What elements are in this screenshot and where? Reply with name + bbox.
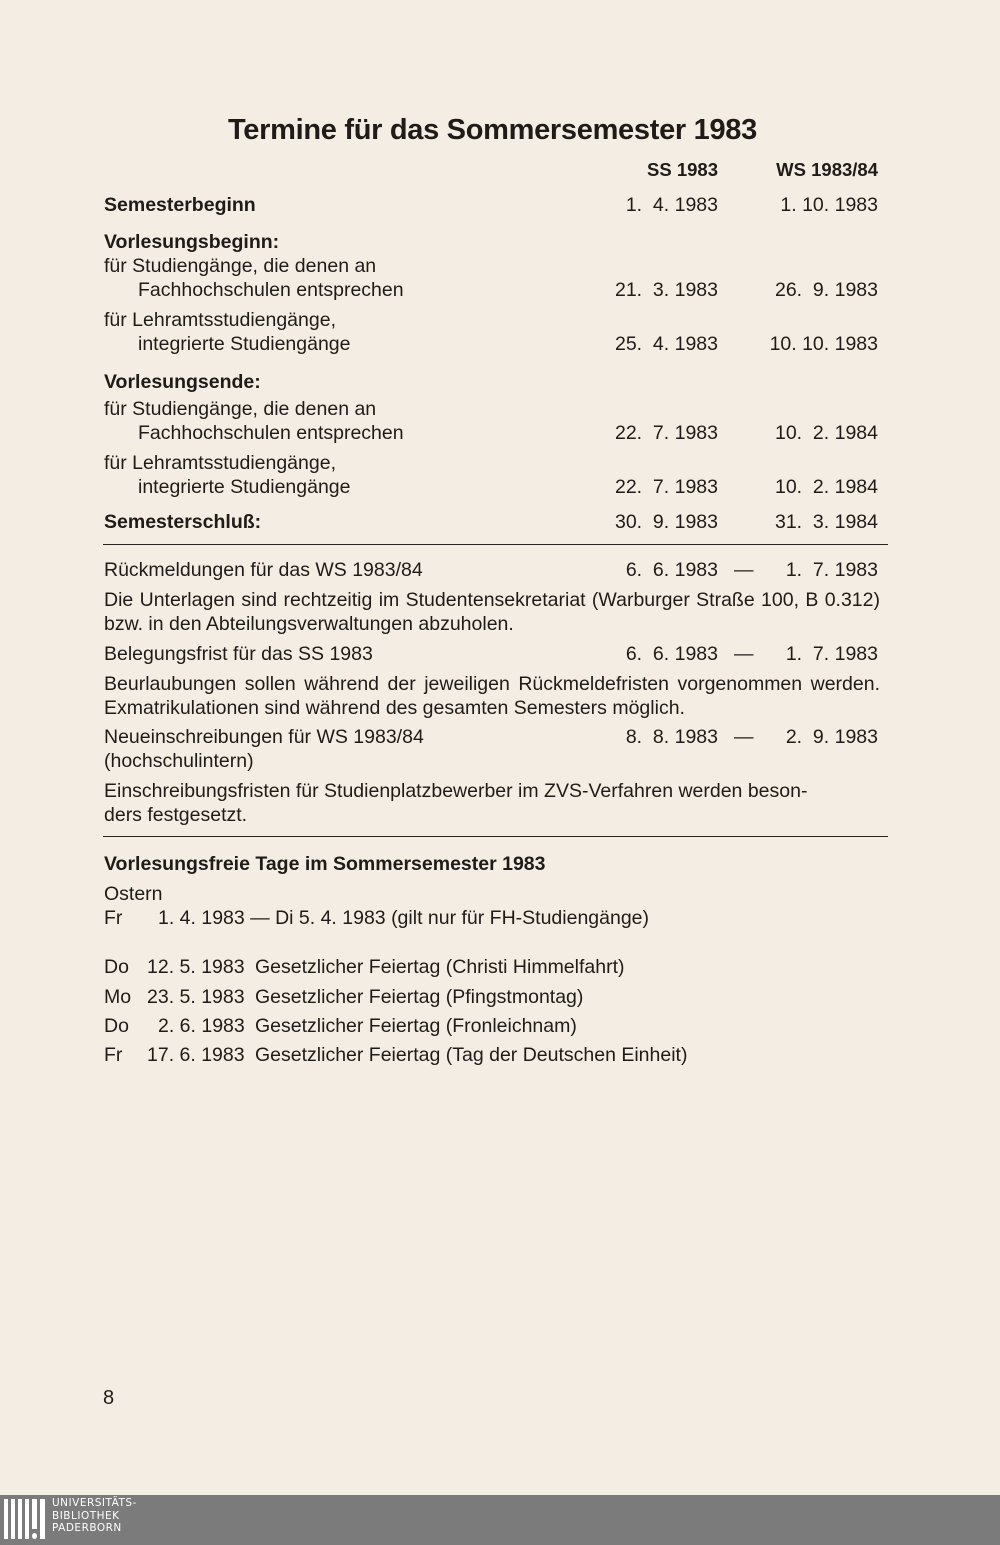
- semesterbeginn-label: Semesterbeginn: [104, 194, 256, 216]
- library-name-line3: PADERBORN: [52, 1522, 122, 1534]
- vorlesungsbeginn-fh-ws: 26. 9. 1983: [774, 279, 878, 301]
- neueinschreibungen-to: 2. 9. 1983: [785, 726, 878, 748]
- vorlesungsende-fh-ws: 10. 2. 1984: [774, 422, 878, 444]
- semesterschluss-ws: 31. 3. 1984: [774, 511, 878, 533]
- ostern-day: Fr: [104, 907, 123, 929]
- holiday-text: Gesetzlicher Feiertag (Fronleichnam): [255, 1015, 577, 1037]
- ostern-text: 1. 4. 1983 — Di 5. 4. 1983 (gilt nur für FH-Studiengänge): [158, 907, 650, 929]
- vorlesungsbeginn-la-ss: 25. 4. 1983: [614, 333, 718, 355]
- einschreibung-line2: ders festgesetzt.: [104, 804, 248, 826]
- holiday-date: 17. 6. 1983: [147, 1044, 245, 1066]
- holiday-day: Mo: [104, 986, 132, 1008]
- holiday-text: Gesetzlicher Feiertag (Christi Himmelfahrt): [255, 956, 625, 978]
- library-footer-bar: [0, 1495, 1000, 1545]
- holiday-text: Gesetzlicher Feiertag (Tag der Deutschen Einheit): [255, 1044, 688, 1066]
- beurlaubungen-paragraph: Beurlaubungen sollen während der jeweiligen Rückmeldefristen vorgenommen werden. Exmatrikulationen sind während des gesamten Semesters möglich.: [104, 673, 880, 719]
- holiday-day: Do: [104, 956, 129, 978]
- holiday-day: Do: [104, 1015, 129, 1037]
- vorlesungsende-fh-ss: 22. 7. 1983: [614, 422, 718, 444]
- library-name: [52, 1497, 137, 1535]
- vorlesungsbeginn-la-ws: 10. 10. 1983: [769, 333, 878, 355]
- semesterschluss-label: Semesterschluß:: [104, 511, 262, 533]
- holiday-text: Gesetzlicher Feiertag (Pfingstmontag): [255, 986, 584, 1008]
- holiday-day: Fr: [104, 1044, 123, 1066]
- rueckmeldungen-to: 1. 7. 1983: [785, 559, 878, 581]
- divider: [103, 544, 888, 545]
- belegungsfrist-from: 6. 6. 1983: [625, 643, 718, 665]
- einschreibung-line1: Einschreibungsfristen für Studienplatzbewerber im ZVS-Verfahren werden beson-: [104, 780, 808, 802]
- vorlesungsende-heading: Vorlesungsende:: [104, 371, 261, 393]
- divider: [103, 836, 888, 837]
- vorlesungsende-la-ws: 10. 2. 1984: [774, 476, 878, 498]
- neueinschreibungen-dash: —: [734, 726, 754, 748]
- vorlesungsbeginn-la-line2: integrierte Studiengänge: [138, 333, 351, 355]
- neueinschreibungen-sub: (hochschulintern): [104, 750, 254, 772]
- vorlesungsende-la-line1: für Lehramtsstudiengänge,: [104, 452, 336, 474]
- semesterschluss-ss: 30. 9. 1983: [614, 511, 718, 533]
- vorlesungsbeginn-fh-ss: 21. 3. 1983: [614, 279, 718, 301]
- vorlesungsbeginn-fh-line2: Fachhochschulen entsprechen: [138, 279, 404, 301]
- library-name-line2: BIBLIOTHEK: [52, 1509, 120, 1522]
- vorlesungsende-la-line2: integrierte Studiengänge: [138, 476, 351, 498]
- semesterbeginn-ws: 1. 10. 1983: [780, 194, 878, 216]
- vorlesungsbeginn-heading: Vorlesungsbeginn:: [104, 231, 280, 253]
- library-logo-icon: [4, 1499, 48, 1539]
- column-header-ws: WS 1983/84: [776, 159, 878, 180]
- holiday-date: 23. 5. 1983: [147, 986, 245, 1008]
- holiday-date: 12. 5. 1983: [147, 956, 245, 978]
- semesterbeginn-ss: 1. 4. 1983: [625, 194, 718, 216]
- belegungsfrist-label: Belegungsfrist für das SS 1983: [104, 643, 373, 665]
- neueinschreibungen-label: Neueinschreibungen für WS 1983/84: [104, 726, 424, 748]
- vorlesungsende-la-ss: 22. 7. 1983: [614, 476, 718, 498]
- vorlesungsende-fh-line1: für Studiengänge, die denen an: [104, 398, 377, 420]
- holiday-date: 2. 6. 1983: [158, 1015, 245, 1037]
- neueinschreibungen-from: 8. 8. 1983: [625, 726, 718, 748]
- ostern-label: Ostern: [104, 883, 163, 905]
- page-title: Termine für das Sommersemester 1983: [228, 114, 757, 146]
- rueckmeldungen-label: Rückmeldungen für das WS 1983/84: [104, 559, 423, 581]
- belegungsfrist-dash: —: [734, 643, 754, 665]
- rueckmeldungen-from: 6. 6. 1983: [625, 559, 718, 581]
- vorlesungsbeginn-la-line1: für Lehramtsstudiengänge,: [104, 309, 336, 331]
- belegungsfrist-to: 1. 7. 1983: [785, 643, 878, 665]
- vorlesungsfrei-heading: Vorlesungsfreie Tage im Sommersemester 1983: [104, 853, 546, 875]
- column-header-ss: SS 1983: [647, 159, 718, 180]
- unterlagen-paragraph: Die Unterlagen sind rechtzeitig im Studentensekretariat (Warburger Straße 100, B 0.312) bzw. in den Abteilungsverwaltungen abzuholen.: [104, 589, 880, 635]
- vorlesungsbeginn-fh-line1: für Studiengänge, die denen an: [104, 255, 377, 277]
- rueckmeldungen-dash: —: [734, 559, 754, 581]
- library-name-line1: UNIVERSITÄTS-: [52, 1497, 137, 1509]
- vorlesungsende-fh-line2: Fachhochschulen entsprechen: [138, 422, 404, 444]
- page-number: 8: [103, 1387, 115, 1409]
